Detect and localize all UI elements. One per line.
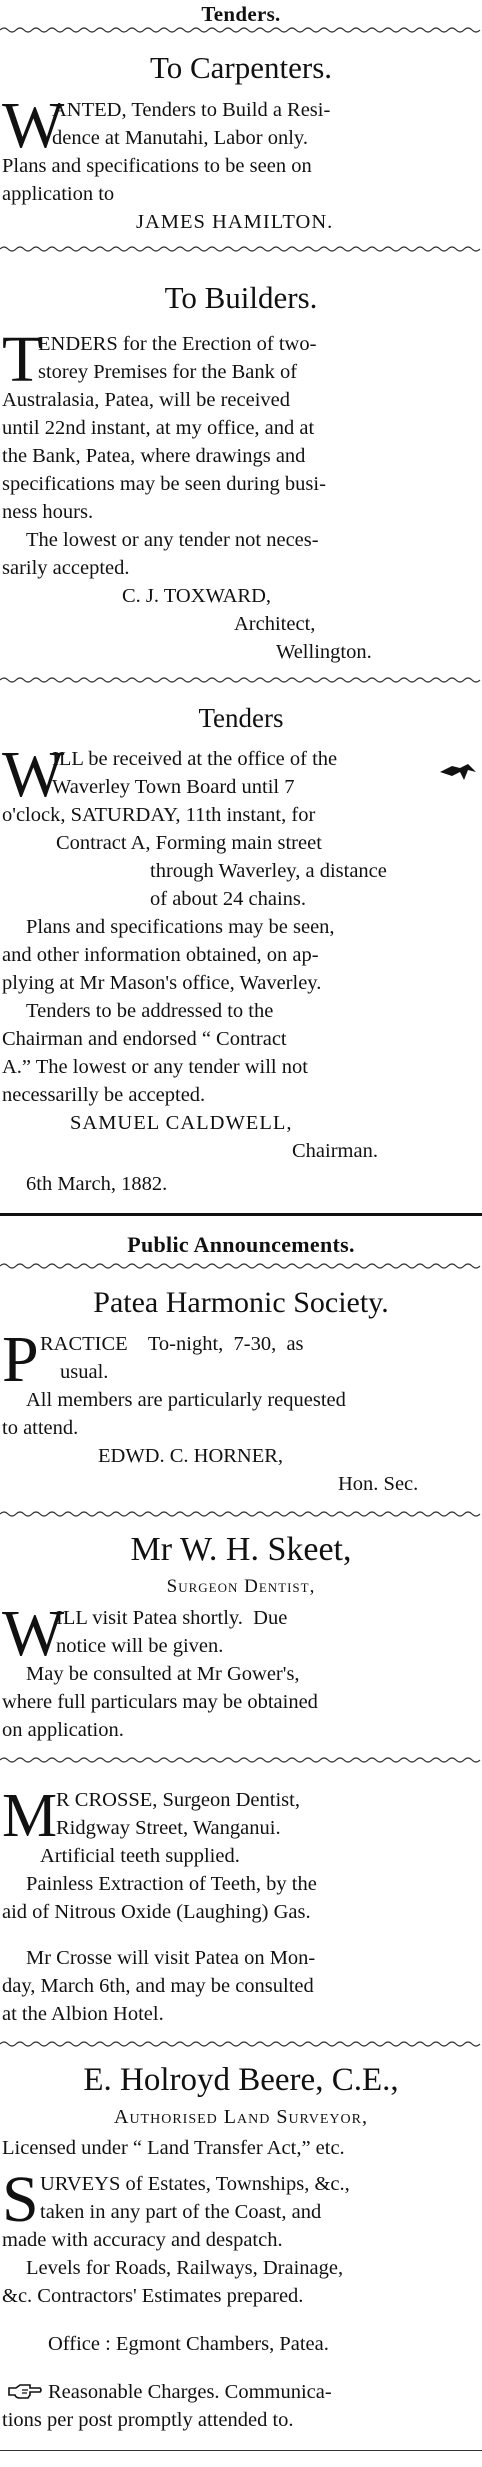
skeet-line-4: where full particulars may be obtained	[2, 1691, 318, 1713]
skeet-subtitle: Surgeon Dentist,	[166, 1576, 316, 1597]
waverley-line-4: Contract A, Forming main street	[56, 832, 322, 854]
waverley-dropcap: W	[2, 738, 65, 811]
harmonic-line-2: usual.	[60, 1361, 109, 1383]
builders-signer: C. J. TOXWARD,	[122, 585, 272, 607]
builders-role: Architect,	[234, 613, 316, 635]
crosse-line-5: aid of Nitrous Oxide (Laughing) Gas.	[2, 1901, 311, 1923]
bottom-rule	[0, 2450, 482, 2451]
harmonic-dropcap: P	[2, 1323, 39, 1396]
beere-dropcap: S	[2, 2163, 39, 2236]
crosse-line-2: Ridgway Street, Wanganui.	[56, 1817, 281, 1839]
waverley-line-8: and other information obtained, on ap-	[2, 944, 319, 966]
builders-title: To Builders.	[164, 280, 318, 315]
harmonic-role: Hon. Sec.	[338, 1473, 419, 1495]
skeet-dropcap: W	[2, 1597, 65, 1670]
waverley-line-2: Waverley Town Board until 7	[52, 776, 295, 798]
builders-line-5: the Bank, Patea, where drawings and	[2, 445, 306, 467]
crosse-line-4: Painless Extraction of Teeth, by the	[26, 1873, 317, 1895]
harmonic-title: Patea Harmonic Society.	[93, 1286, 389, 1319]
beere-line-4: Levels for Roads, Railways, Drainage,	[26, 2257, 344, 2279]
waverley-date: 6th March, 1882.	[26, 1173, 168, 1195]
skeet-line-3: May be consulted at Mr Gower's,	[26, 1663, 300, 1685]
beere-licensed: Licensed under “ Land Transfer Act,” etc.	[2, 2137, 345, 2159]
waverley-signer: SAMUEL CALDWELL,	[70, 1112, 293, 1134]
beere-line-3: made with accuracy and despatch.	[2, 2229, 283, 2251]
section-divider	[0, 1213, 482, 1216]
harmonic-line-3: All members are particularly requested	[26, 1389, 346, 1411]
waverley-role: Chairman.	[292, 1140, 378, 1162]
harmonic-line-1: RACTICE To-night, 7-30, as	[40, 1333, 304, 1355]
announcements-section-heading: Public Announcements.	[127, 1232, 355, 1257]
builders-place: Wellington.	[276, 641, 372, 663]
builders-line-8: The lowest or any tender not neces-	[26, 529, 319, 551]
beere-office: Office : Egmont Chambers, Patea.	[48, 2333, 329, 2355]
waverley-line-12: A.” The lowest or any tender will not	[2, 1056, 308, 1078]
pointing-hand-icon	[8, 2382, 42, 2402]
tenders-section-heading: Tenders.	[201, 2, 281, 26]
harmonic-line-4: to attend.	[2, 1417, 79, 1439]
wavy-rule	[0, 1262, 482, 1270]
waverley-line-13: necessarilly be accepted.	[2, 1084, 206, 1106]
crosse-line-7: day, March 6th, and may be consulted	[2, 1975, 314, 1997]
builders-line-2: storey Premises for the Bank of	[38, 361, 298, 383]
crosse-line-6: Mr Crosse will visit Patea on Mon-	[26, 1947, 316, 1969]
skeet-line-1: ILL visit Patea shortly. Due	[56, 1607, 288, 1629]
builders-line-1: ENDERS for the Erection of two-	[38, 333, 317, 355]
beere-line-5: &c. Contractors' Estimates prepared.	[2, 2285, 304, 2307]
carpenters-line-4: application to	[2, 183, 115, 205]
wavy-rule	[0, 676, 482, 684]
waverley-tenders-title: Tenders	[198, 703, 284, 733]
builders-line-9: sarily accepted.	[2, 557, 130, 579]
waverley-line-5: through Waverley, a distance	[150, 860, 387, 882]
carpenters-line-3: Plans and specifications to be seen on	[2, 155, 312, 177]
wavy-rule	[0, 26, 482, 34]
builders-line-7: ness hours.	[2, 501, 94, 523]
builders-line-3: Australasia, Patea, will be received	[2, 389, 291, 411]
waverley-line-11: Chairman and endorsed “ Contract	[2, 1028, 287, 1050]
wavy-rule	[0, 2040, 482, 2048]
crosse-line-8: at the Albion Hotel.	[2, 2003, 164, 2025]
skeet-title: Mr W. H. Skeet,	[130, 1531, 352, 1568]
printers-hand-mark-icon	[438, 758, 478, 788]
carpenters-title: To Carpenters.	[149, 50, 333, 85]
waverley-line-3: o'clock, SATURDAY, 11th instant, for	[2, 804, 316, 826]
waverley-line-10: Tenders to be addressed to the	[26, 1000, 274, 1022]
carpenters-signer: JAMES HAMILTON.	[136, 211, 334, 233]
harmonic-signer: EDWD. C. HORNER,	[98, 1445, 284, 1467]
wavy-rule	[0, 1756, 482, 1764]
wavy-rule	[0, 245, 482, 253]
carpenters-dropcap: W	[2, 89, 65, 162]
beere-charges-2: tions per post promptly attended to.	[2, 2409, 294, 2431]
skeet-line-2: notice will be given.	[56, 1635, 224, 1657]
beere-subtitle: Authorised Land Surveyor,	[114, 2106, 368, 2128]
waverley-line-6: of about 24 chains.	[150, 888, 306, 910]
crosse-dropcap: M	[2, 1782, 58, 1850]
waverley-line-1: ILL be received at the office of the	[52, 748, 338, 770]
crosse-line-1: R CROSSE, Surgeon Dentist,	[56, 1789, 300, 1811]
crosse-line-3: Artificial teeth supplied.	[40, 1845, 240, 1867]
waverley-line-7: Plans and specifications may be seen,	[26, 916, 335, 938]
carpenters-line-2: dence at Manutahi, Labor only.	[52, 127, 308, 149]
beere-title: E. Holroyd Beere, C.E.,	[83, 2062, 399, 2098]
beere-charges-1: Reasonable Charges. Communica-	[48, 2381, 332, 2403]
waverley-line-9: plying at Mr Mason's office, Waverley.	[2, 972, 322, 994]
skeet-line-5: on application.	[2, 1719, 124, 1741]
beere-line-2: taken in any part of the Coast, and	[40, 2201, 322, 2223]
builders-dropcap: T	[2, 323, 43, 396]
beere-line-1: URVEYS of Estates, Townships, &c.,	[40, 2173, 350, 2195]
builders-line-6: specifications may be seen during busi-	[2, 473, 326, 495]
builders-line-4: until 22nd instant, at my office, and at	[2, 417, 315, 439]
carpenters-line-1: ANTED, Tenders to Build a Resi-	[52, 99, 331, 121]
wavy-rule	[0, 1510, 482, 1518]
